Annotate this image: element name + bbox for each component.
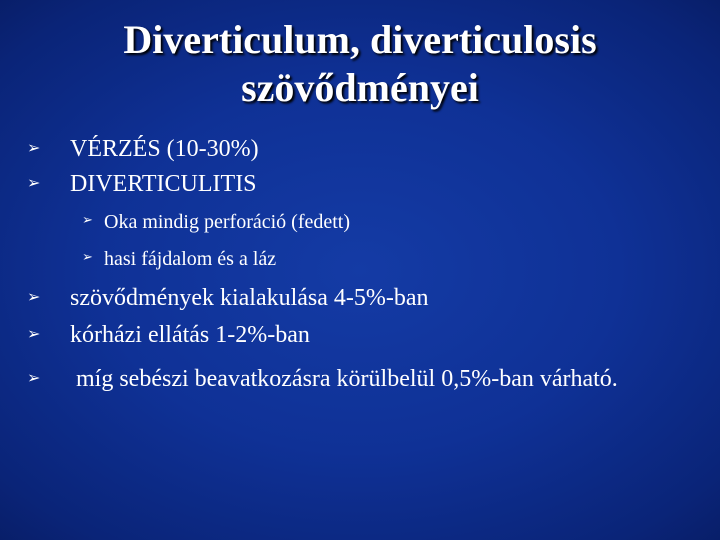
title-line-2: szövődményei [241, 65, 479, 110]
arrow-bullet-icon: ➢ [27, 368, 41, 387]
arrow-bullet-icon: ➢ [27, 173, 41, 192]
slide-title [40, 16, 680, 112]
bullet-text: kórházi ellátás 1-2%-ban [70, 322, 310, 348]
arrow-bullet-icon: ➢ [27, 324, 41, 343]
bullet-text: DIVERTICULITIS [70, 171, 257, 197]
arrow-bullet-icon: ➢ [27, 287, 41, 306]
title-line-1: Diverticulum, diverticulosis [123, 17, 597, 62]
arrow-bullet-icon: ➢ [82, 213, 93, 228]
arrow-bullet-icon: ➢ [82, 250, 93, 265]
bullet-text: VÉRZÉS (10-30%) [70, 136, 259, 162]
bullet-text: míg sebészi beavatkozásra körülbelül 0,5%-ban várható. [70, 366, 618, 392]
sub-bullet-text: hasi fájdalom és a láz [104, 248, 277, 270]
arrow-bullet-icon: ➢ [27, 138, 41, 157]
sub-bullet-text: Oka mindig perforáció (fedett) [104, 211, 351, 233]
bullet-text: szövődmények kialakulása 4-5%-ban [70, 285, 429, 311]
